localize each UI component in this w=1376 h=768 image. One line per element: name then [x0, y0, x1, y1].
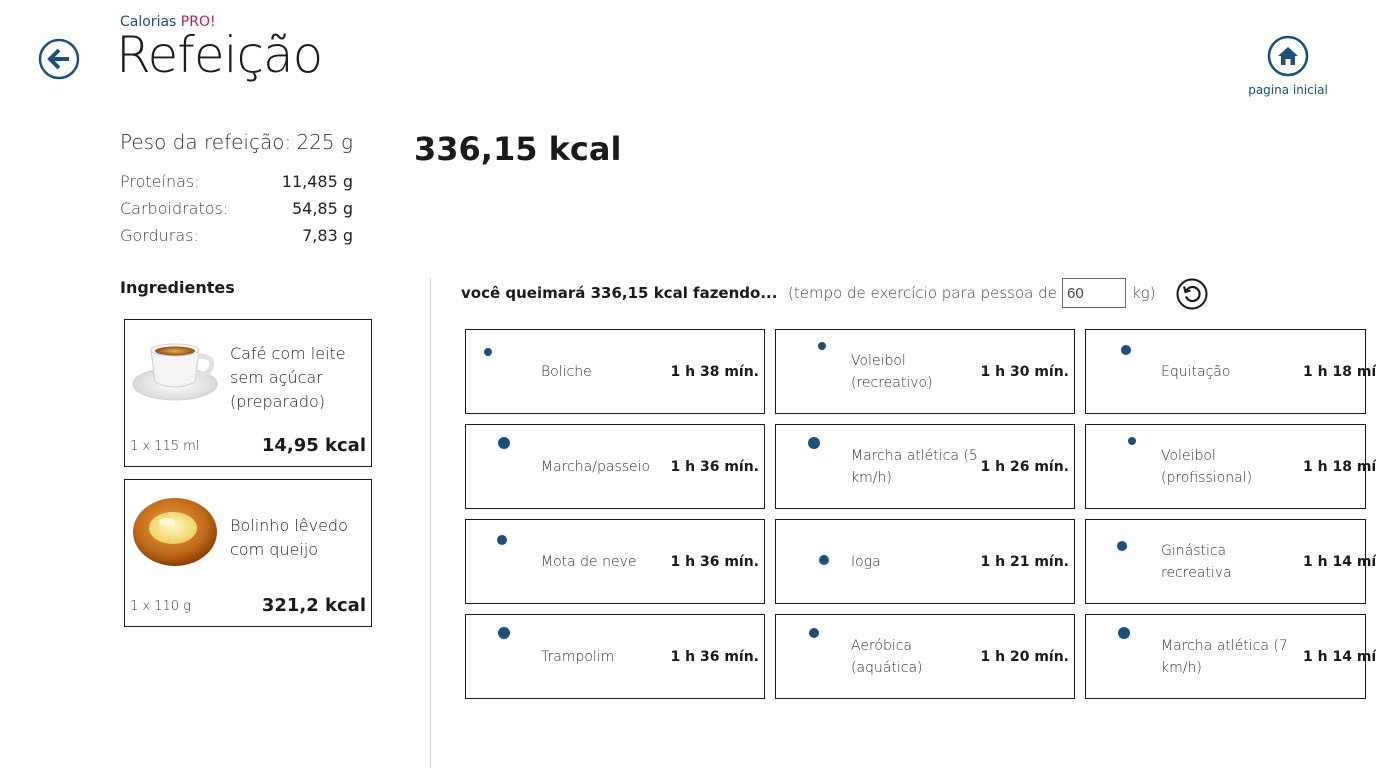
app-name: Calorias PRO!	[120, 14, 216, 30]
exercise-card[interactable]	[775, 519, 1075, 604]
exercise-name: Marcha/passeio	[541, 458, 651, 475]
exercise-name: Marcha atlética (5 km/h)	[851, 447, 978, 486]
volleyball-icon	[1092, 435, 1156, 499]
exercise-time: 1 h 18 mí	[1303, 458, 1376, 475]
back-button[interactable]	[38, 38, 80, 80]
bowling-icon	[472, 340, 536, 404]
ingredient-kcal: 321,2 kcal	[261, 595, 366, 616]
protein-value: 11,485 g	[281, 172, 353, 191]
trampoline-icon	[472, 625, 536, 689]
person-weight-label: (tempo de exercício para pessoa de	[788, 284, 1057, 302]
exercise-name: Ioga	[851, 553, 881, 570]
ingredient-name: Bolinho lêvedo com queijo	[230, 516, 348, 559]
total-kcal: 336,15 kcal	[414, 130, 622, 168]
exercise-name: Mota de neve	[541, 553, 637, 570]
fat-value: 7,83 g	[302, 226, 353, 245]
exercise-name: Aeróbica (aquática)	[851, 637, 923, 676]
home-circle-icon	[1267, 35, 1309, 77]
carbs-label: Carboidratos:	[120, 199, 229, 218]
fat-label: Gorduras:	[120, 226, 199, 245]
exercise-time: 1 h 36 mín.	[670, 648, 759, 665]
exercise-name: Voleibol (profissional)	[1161, 447, 1253, 486]
protein-label: Proteínas:	[120, 172, 200, 191]
app-name-pro: PRO!	[180, 14, 216, 30]
exercise-name: Ginástica recreativa	[1161, 542, 1232, 581]
water-aerobics-icon	[782, 625, 846, 689]
walking-icon	[782, 435, 846, 499]
page-title: Refeição	[116, 26, 323, 84]
ingredient-card[interactable]	[124, 479, 372, 627]
exercise-name: Marcha atlética (7 km/h)	[1161, 637, 1288, 676]
walking-icon	[1092, 625, 1156, 689]
exercise-time: 1 h 20 mín.	[980, 648, 1069, 665]
exercise-time: 1 h 36 mín.	[670, 458, 759, 475]
refresh-circle-icon	[1176, 278, 1208, 310]
exercise-time: 1 h 14 mí	[1303, 648, 1376, 665]
ingredient-qty: 1 x 110 g	[130, 599, 191, 614]
exercise-time: 1 h 18 mí	[1303, 363, 1376, 380]
person-weight-unit: kg)	[1132, 284, 1156, 302]
exercise-time: 1 h 14 mí	[1303, 553, 1376, 570]
exercise-card[interactable]	[775, 424, 1075, 509]
burn-heading: você queimará 336,15 kcal fazendo...	[461, 284, 778, 302]
exercise-name: Voleibol (recreativo)	[851, 352, 933, 391]
exercise-card[interactable]	[465, 424, 765, 509]
meal-weight-label: Peso da refeição:	[120, 130, 292, 154]
gymnastics-icon	[1092, 530, 1156, 594]
exercise-card[interactable]	[775, 329, 1075, 414]
exercise-name: Equitação	[1161, 363, 1231, 380]
exercise-card[interactable]	[1085, 614, 1376, 699]
exercise-card[interactable]	[465, 329, 765, 414]
coffee-cup-image	[131, 332, 219, 408]
volleyball-icon	[782, 340, 846, 404]
home-button[interactable]	[1267, 35, 1309, 77]
carbs-value: 54,85 g	[291, 199, 353, 218]
yoga-icon	[782, 530, 846, 594]
horse-riding-icon	[1092, 340, 1156, 404]
section-divider	[430, 278, 431, 768]
ingredient-name: Café com leite sem açúcar (preparado)	[230, 344, 346, 411]
exercise-card[interactable]	[465, 614, 765, 699]
meal-weight-value: 225 g	[296, 130, 353, 154]
exercise-card[interactable]	[775, 614, 1075, 699]
ingredient-card[interactable]	[124, 319, 372, 467]
exercise-name: Boliche	[541, 363, 592, 380]
cheese-pastry-image	[131, 492, 219, 568]
exercise-time: 1 h 21 mín.	[980, 553, 1069, 570]
exercise-time: 1 h 38 mín.	[670, 363, 759, 380]
home-label[interactable]: pagina inicial	[1248, 83, 1328, 97]
snowmobile-icon	[472, 530, 536, 594]
exercise-time: 1 h 36 mín.	[670, 553, 759, 570]
reset-weight-button[interactable]	[1176, 278, 1208, 310]
walking-icon	[472, 435, 536, 499]
exercise-card[interactable]	[1085, 519, 1376, 604]
ingredients-heading: Ingredientes	[120, 278, 235, 297]
exercise-time: 1 h 30 mín.	[980, 363, 1069, 380]
exercise-card[interactable]	[1085, 329, 1376, 414]
arrow-left-circle-icon	[38, 38, 80, 80]
ingredient-kcal: 14,95 kcal	[261, 435, 366, 456]
exercise-name: Trampolim	[541, 648, 615, 665]
exercise-time: 1 h 26 mín.	[980, 458, 1069, 475]
exercise-card[interactable]	[465, 519, 765, 604]
exercise-card[interactable]	[1085, 424, 1376, 509]
ingredient-qty: 1 x 115 ml	[130, 439, 200, 454]
person-weight-input[interactable]	[1062, 278, 1126, 308]
